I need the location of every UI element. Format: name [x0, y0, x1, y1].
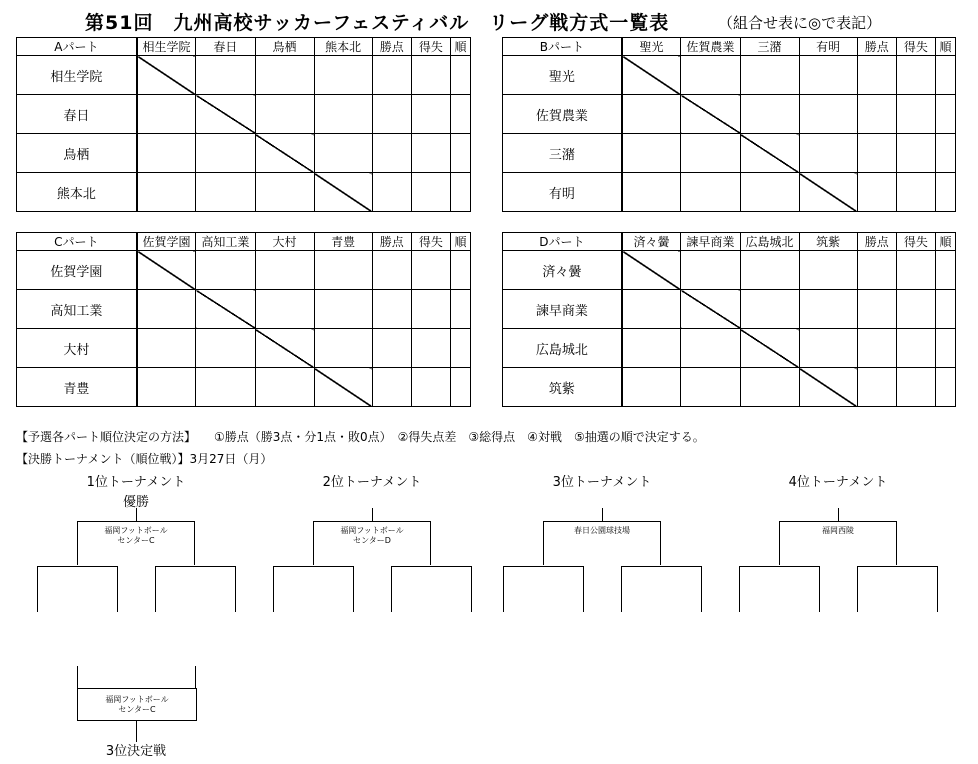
third-place-venue-box — [77, 688, 197, 721]
goal-diff-cell — [896, 290, 935, 329]
bracket-line — [372, 508, 373, 522]
goal-diff-cell — [896, 329, 935, 368]
bracket-line — [621, 566, 622, 612]
rank-cell — [450, 290, 470, 329]
match-result-cell — [255, 290, 314, 329]
points-cell — [372, 95, 411, 134]
bracket-line — [391, 566, 471, 567]
champion-label: 優勝 — [122, 495, 149, 510]
goal-diff-cell — [896, 251, 935, 290]
self-match-cell — [314, 368, 372, 407]
row-team-name: 有明 — [503, 173, 622, 212]
self-match-cell — [681, 290, 740, 329]
match-result-cell — [799, 134, 857, 173]
self-match-cell — [799, 368, 857, 407]
match-result-cell — [137, 134, 196, 173]
tournament-label: 3位トーナメント — [552, 475, 652, 490]
table-row — [503, 173, 956, 212]
final-tournament-title: 【決勝トーナメント（順位戦）】3月27日（月） — [16, 452, 273, 466]
bracket-line — [37, 566, 117, 567]
match-result-cell — [137, 95, 196, 134]
column-team-1: 佐賀学園 — [137, 233, 196, 251]
self-match-cell — [255, 329, 314, 368]
group-name: Dパート — [503, 233, 622, 251]
match-result-cell — [681, 173, 740, 212]
bracket-line — [857, 566, 937, 567]
bracket-line — [391, 566, 392, 612]
rank-cell — [935, 251, 955, 290]
table-row — [503, 56, 956, 95]
match-result-cell — [314, 251, 372, 290]
third-place-label: 3位決定戦 — [105, 744, 167, 759]
league-table-d — [502, 232, 956, 407]
rank-cell — [935, 329, 955, 368]
row-team-name: 熊本北 — [17, 173, 137, 212]
venue-box — [77, 521, 195, 565]
table-row — [17, 173, 471, 212]
match-result-cell — [314, 56, 372, 95]
self-match-cell — [196, 95, 255, 134]
match-result-cell — [799, 56, 857, 95]
self-match-cell — [622, 56, 681, 95]
tournament-label: 2位トーナメント — [322, 475, 422, 490]
points-cell — [857, 251, 896, 290]
points-cell — [372, 290, 411, 329]
goal-diff-cell — [411, 95, 450, 134]
third-place-venue-line1: 福岡フットボール — [105, 694, 169, 704]
column-points: 勝点 — [857, 233, 896, 251]
match-result-cell — [196, 368, 255, 407]
rank-cell — [450, 251, 470, 290]
table-row — [17, 134, 471, 173]
bracket-line — [136, 720, 137, 742]
bracket-line — [273, 566, 353, 567]
column-team-3: 三潴 — [740, 38, 799, 56]
venue-line1: 福岡フットボール — [104, 526, 168, 535]
bracket-line — [937, 566, 938, 612]
match-result-cell — [255, 173, 314, 212]
table-row — [503, 95, 956, 134]
match-result-cell — [255, 95, 314, 134]
column-points: 勝点 — [372, 38, 411, 56]
match-result-cell — [196, 173, 255, 212]
match-result-cell — [799, 251, 857, 290]
column-points: 勝点 — [857, 38, 896, 56]
column-team-4: 筑紫 — [799, 233, 857, 251]
venue-line1: 福岡フットボール — [340, 526, 404, 535]
match-result-cell — [137, 368, 196, 407]
match-result-cell — [196, 134, 255, 173]
match-result-cell — [137, 290, 196, 329]
match-result-cell — [255, 368, 314, 407]
venue-line1: 福岡西陵 — [822, 526, 854, 535]
row-team-name: 佐賀学園 — [17, 251, 137, 290]
match-result-cell — [799, 290, 857, 329]
row-team-name: 諫早商業 — [503, 290, 622, 329]
rank-cell — [935, 173, 955, 212]
column-team-2: 佐賀農業 — [681, 38, 740, 56]
match-result-cell — [799, 95, 857, 134]
column-team-2: 高知工業 — [196, 233, 255, 251]
points-cell — [372, 134, 411, 173]
points-cell — [372, 329, 411, 368]
column-team-1: 済々黌 — [622, 233, 681, 251]
bracket-line — [37, 566, 38, 612]
row-team-name: 大村 — [17, 329, 137, 368]
venue-box — [313, 521, 431, 565]
points-cell — [857, 56, 896, 95]
bracket-line — [857, 566, 858, 612]
rank-cell — [450, 134, 470, 173]
rank-cell — [935, 134, 955, 173]
bracket-line — [819, 566, 820, 612]
bracket-line — [155, 566, 235, 567]
goal-diff-cell — [411, 56, 450, 95]
table-row — [17, 290, 471, 329]
self-match-cell — [255, 134, 314, 173]
league-table-b — [502, 37, 956, 212]
rank-cell — [935, 368, 955, 407]
match-result-cell — [681, 368, 740, 407]
self-match-cell — [137, 56, 196, 95]
row-team-name: 佐賀農業 — [503, 95, 622, 134]
match-result-cell — [740, 368, 799, 407]
rank-cell — [450, 56, 470, 95]
match-result-cell — [255, 56, 314, 95]
match-result-cell — [740, 56, 799, 95]
match-result-cell — [196, 56, 255, 95]
group-name: Cパート — [17, 233, 137, 251]
rank-cell — [450, 173, 470, 212]
points-cell — [857, 368, 896, 407]
table-row — [503, 329, 956, 368]
table-row — [503, 368, 956, 407]
goal-diff-cell — [411, 134, 450, 173]
row-team-name: 広島城北 — [503, 329, 622, 368]
bracket-line — [739, 566, 740, 612]
match-result-cell — [622, 95, 681, 134]
row-team-name: 筑紫 — [503, 368, 622, 407]
bracket-line — [621, 566, 701, 567]
self-match-cell — [799, 173, 857, 212]
self-match-cell — [314, 173, 372, 212]
venue-box — [543, 521, 661, 565]
points-cell — [857, 134, 896, 173]
table-row — [17, 368, 471, 407]
column-team-4: 熊本北 — [314, 38, 372, 56]
match-result-cell — [740, 290, 799, 329]
table-row — [17, 251, 471, 290]
tournament-label: 4位トーナメント — [788, 475, 888, 490]
bracket-line — [838, 508, 839, 522]
self-match-cell — [740, 134, 799, 173]
match-result-cell — [681, 329, 740, 368]
self-match-cell — [137, 251, 196, 290]
self-match-cell — [740, 329, 799, 368]
page-title: 第51回 九州高校サッカーフェスティバル リーグ戦方式一覧表 — [85, 12, 670, 34]
bracket-line — [353, 566, 354, 612]
points-cell — [857, 95, 896, 134]
match-result-cell — [314, 95, 372, 134]
venue-line2: センターC — [117, 536, 155, 545]
ranking-method: 【予選各パート順位決定の方法】 ①勝点（勝3点・分1点・敗0点） ②得失点差 ③総得点 ④対戦 ⑤抽選の順で決定する。 — [16, 430, 705, 444]
points-cell — [372, 56, 411, 95]
rank-cell — [450, 95, 470, 134]
row-team-name: 済々黌 — [503, 251, 622, 290]
goal-diff-cell — [896, 56, 935, 95]
match-result-cell — [799, 329, 857, 368]
row-team-name: 春日 — [17, 95, 137, 134]
column-team-3: 鳥栖 — [255, 38, 314, 56]
column-rank: 順 — [450, 233, 470, 251]
goal-diff-cell — [411, 173, 450, 212]
match-result-cell — [196, 329, 255, 368]
bracket-line — [77, 666, 78, 688]
match-result-cell — [622, 290, 681, 329]
match-result-cell — [137, 173, 196, 212]
row-team-name: 聖光 — [503, 56, 622, 95]
tournament-label: 1位トーナメント — [86, 475, 186, 490]
match-result-cell — [196, 251, 255, 290]
goal-diff-cell — [896, 173, 935, 212]
goal-diff-cell — [411, 290, 450, 329]
bracket-line — [155, 566, 156, 612]
column-team-3: 大村 — [255, 233, 314, 251]
rank-cell — [935, 290, 955, 329]
table-row — [17, 95, 471, 134]
points-cell — [857, 173, 896, 212]
match-result-cell — [622, 173, 681, 212]
table-row — [503, 251, 956, 290]
self-match-cell — [681, 95, 740, 134]
row-team-name: 三潴 — [503, 134, 622, 173]
league-table-c — [16, 232, 471, 407]
column-team-1: 聖光 — [622, 38, 681, 56]
row-team-name: 高知工業 — [17, 290, 137, 329]
row-team-name: 青豊 — [17, 368, 137, 407]
goal-diff-cell — [411, 368, 450, 407]
table-row — [503, 290, 956, 329]
column-rank: 順 — [450, 38, 470, 56]
title-bar — [0, 8, 978, 36]
column-team-1: 相生学院 — [137, 38, 196, 56]
title-note: （組合せ表に◎で表記） — [718, 14, 882, 32]
column-team-3: 広島城北 — [740, 233, 799, 251]
match-result-cell — [681, 134, 740, 173]
points-cell — [372, 251, 411, 290]
venue-line2: センターD — [353, 536, 391, 545]
bracket-line — [471, 566, 472, 612]
match-result-cell — [740, 95, 799, 134]
goal-diff-cell — [896, 134, 935, 173]
match-result-cell — [255, 251, 314, 290]
bracket-line — [602, 508, 603, 522]
rank-cell — [450, 368, 470, 407]
column-goal-diff: 得失 — [411, 38, 450, 56]
column-rank: 順 — [935, 38, 955, 56]
group-name: Bパート — [503, 38, 622, 56]
points-cell — [372, 368, 411, 407]
column-team-2: 春日 — [196, 38, 255, 56]
league-table-a — [16, 37, 471, 212]
bracket-line — [273, 566, 274, 612]
column-team-2: 諫早商業 — [681, 233, 740, 251]
match-result-cell — [740, 173, 799, 212]
match-result-cell — [622, 368, 681, 407]
table-row — [17, 329, 471, 368]
row-team-name: 鳥栖 — [17, 134, 137, 173]
venue-box — [779, 521, 897, 565]
match-result-cell — [740, 251, 799, 290]
column-rank: 順 — [935, 233, 955, 251]
rank-cell — [935, 56, 955, 95]
points-cell — [372, 173, 411, 212]
match-result-cell — [314, 290, 372, 329]
goal-diff-cell — [896, 368, 935, 407]
match-result-cell — [681, 56, 740, 95]
goal-diff-cell — [411, 251, 450, 290]
bracket-line — [117, 566, 118, 612]
table-row — [17, 56, 471, 95]
column-points: 勝点 — [372, 233, 411, 251]
column-goal-diff: 得失 — [411, 233, 450, 251]
goal-diff-cell — [411, 329, 450, 368]
bracket-line — [136, 508, 137, 522]
self-match-cell — [196, 290, 255, 329]
bracket-line — [503, 566, 504, 612]
points-cell — [857, 329, 896, 368]
column-goal-diff: 得失 — [896, 233, 935, 251]
bracket-line — [235, 566, 236, 612]
row-team-name: 相生学院 — [17, 56, 137, 95]
column-goal-diff: 得失 — [896, 38, 935, 56]
match-result-cell — [137, 329, 196, 368]
bracket-line — [583, 566, 584, 612]
bracket-line — [195, 666, 196, 688]
match-result-cell — [314, 329, 372, 368]
group-name: Aパート — [17, 38, 137, 56]
match-result-cell — [681, 251, 740, 290]
bracket-line — [739, 566, 819, 567]
rank-cell — [450, 329, 470, 368]
venue-line1: 春日公園球技場 — [574, 526, 630, 535]
column-team-4: 青豊 — [314, 233, 372, 251]
match-result-cell — [314, 134, 372, 173]
bracket-line — [503, 566, 583, 567]
third-place-venue-line2: センターC — [118, 704, 156, 714]
table-row — [503, 134, 956, 173]
match-result-cell — [622, 329, 681, 368]
rank-cell — [935, 95, 955, 134]
bracket-line — [701, 566, 702, 612]
goal-diff-cell — [896, 95, 935, 134]
points-cell — [857, 290, 896, 329]
match-result-cell — [622, 134, 681, 173]
self-match-cell — [622, 251, 681, 290]
column-team-4: 有明 — [799, 38, 857, 56]
